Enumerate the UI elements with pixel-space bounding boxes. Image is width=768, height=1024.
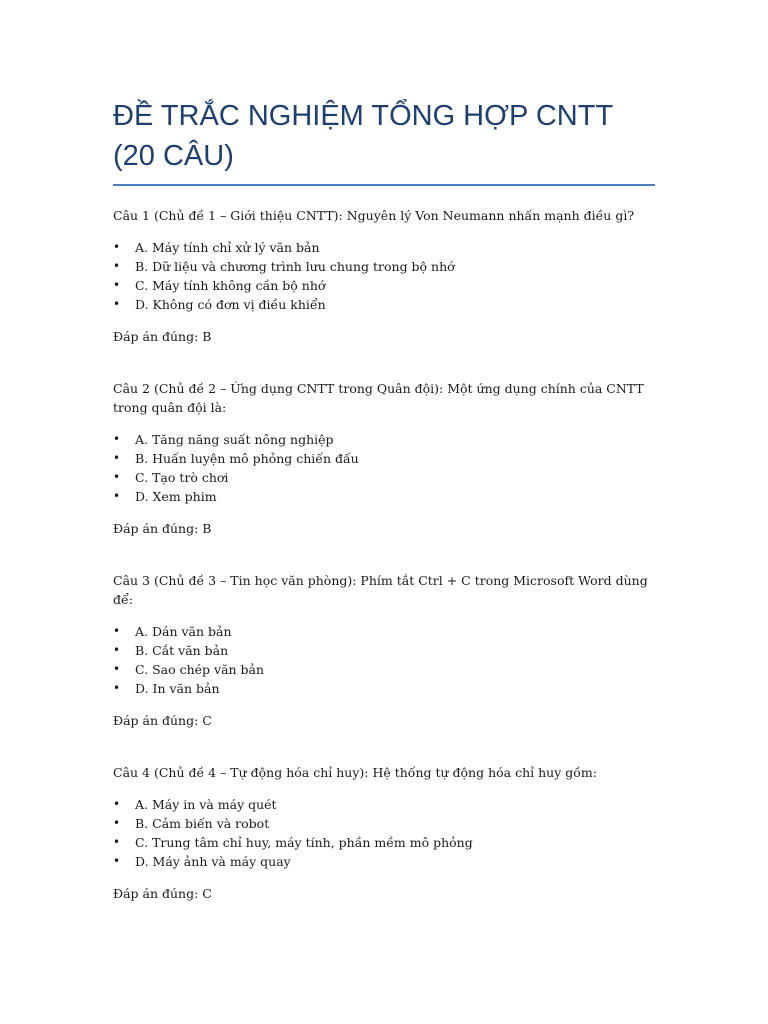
bullet-icon: • — [113, 470, 121, 484]
option-text: C. Trung tâm chỉ huy, máy tính, phần mềm mô phỏng — [135, 835, 473, 850]
option-item — [113, 468, 655, 487]
option-text: A. Máy tính chỉ xử lý văn bản — [135, 240, 320, 255]
option-text: D. Không có đơn vị điều khiển — [135, 297, 326, 312]
bullet-icon: • — [113, 489, 121, 503]
option-text: A. Dán văn bản — [135, 624, 232, 639]
option-item — [113, 295, 655, 314]
option-item — [113, 276, 655, 295]
option-item — [113, 622, 655, 641]
bullet-icon: • — [113, 681, 121, 695]
bullet-icon: • — [113, 432, 121, 446]
option-text: D. Máy ảnh và máy quay — [135, 854, 291, 869]
option-list — [113, 238, 655, 314]
option-text: D. In văn bản — [135, 681, 220, 696]
option-item — [113, 449, 655, 468]
answer-text: Đáp án đúng: B — [113, 329, 212, 344]
bullet-icon: • — [113, 259, 121, 273]
bullet-icon: • — [113, 240, 121, 254]
question-3 — [113, 571, 655, 730]
bullet-icon: • — [113, 278, 121, 292]
bullet-icon: • — [113, 297, 121, 311]
option-item — [113, 852, 655, 871]
bullet-icon: • — [113, 835, 121, 849]
question-2 — [113, 379, 655, 538]
option-item — [113, 487, 655, 506]
document-title: ĐỀ TRẮC NGHIỆM TỔNG HỢP CNTT (20 CÂU) — [113, 96, 655, 186]
option-text: B. Huấn luyện mô phỏng chiến đấu — [135, 451, 359, 466]
option-text: B. Cắt văn bản — [135, 643, 229, 658]
option-text: C. Sao chép văn bản — [135, 662, 265, 677]
option-item — [113, 660, 655, 679]
bullet-icon: • — [113, 816, 121, 830]
bullet-icon: • — [113, 797, 121, 811]
answer-text: Đáp án đúng: C — [113, 886, 212, 901]
bullet-icon: • — [113, 662, 121, 676]
document-page — [113, 96, 655, 903]
bullet-icon: • — [113, 643, 121, 657]
option-list — [113, 430, 655, 506]
bullet-icon: • — [113, 854, 121, 868]
option-item — [113, 795, 655, 814]
question-text: Câu 2 (Chủ đề 2 – Ứng dụng CNTT trong Quân đội): Một ứng dụng chính của CNTT trong quân đội là: — [113, 381, 644, 415]
question-4 — [113, 763, 655, 903]
option-text: C. Máy tính không cần bộ nhớ — [135, 278, 326, 293]
answer-text: Đáp án đúng: C — [113, 713, 212, 728]
option-item — [113, 833, 655, 852]
option-item — [113, 430, 655, 449]
question-text: Câu 1 (Chủ đề 1 – Giới thiệu CNTT): Nguyên lý Von Neumann nhấn mạnh điều gì? — [113, 208, 635, 223]
option-text: C. Tạo trò chơi — [135, 470, 229, 485]
option-text: A. Máy in và máy quét — [135, 797, 277, 812]
option-item — [113, 641, 655, 660]
bullet-icon: • — [113, 624, 121, 638]
question-text: Câu 3 (Chủ đề 3 – Tin học văn phòng): Phím tắt Ctrl + C trong Microsoft Word dùng để: — [113, 573, 648, 607]
option-item — [113, 679, 655, 698]
option-list — [113, 795, 655, 871]
option-text: A. Tăng năng suất nông nghiệp — [135, 432, 334, 447]
option-item — [113, 257, 655, 276]
question-1 — [113, 206, 655, 346]
question-text: Câu 4 (Chủ đề 4 – Tự động hóa chỉ huy): Hệ thống tự động hóa chỉ huy gồm: — [113, 765, 597, 780]
option-text: B. Cảm biến và robot — [135, 816, 270, 831]
bullet-icon: • — [113, 451, 121, 465]
option-item — [113, 238, 655, 257]
option-item — [113, 814, 655, 833]
option-text: B. Dữ liệu và chương trình lưu chung trong bộ nhớ — [135, 259, 455, 274]
option-list — [113, 622, 655, 698]
option-text: D. Xem phim — [135, 489, 217, 504]
answer-text: Đáp án đúng: B — [113, 521, 212, 536]
